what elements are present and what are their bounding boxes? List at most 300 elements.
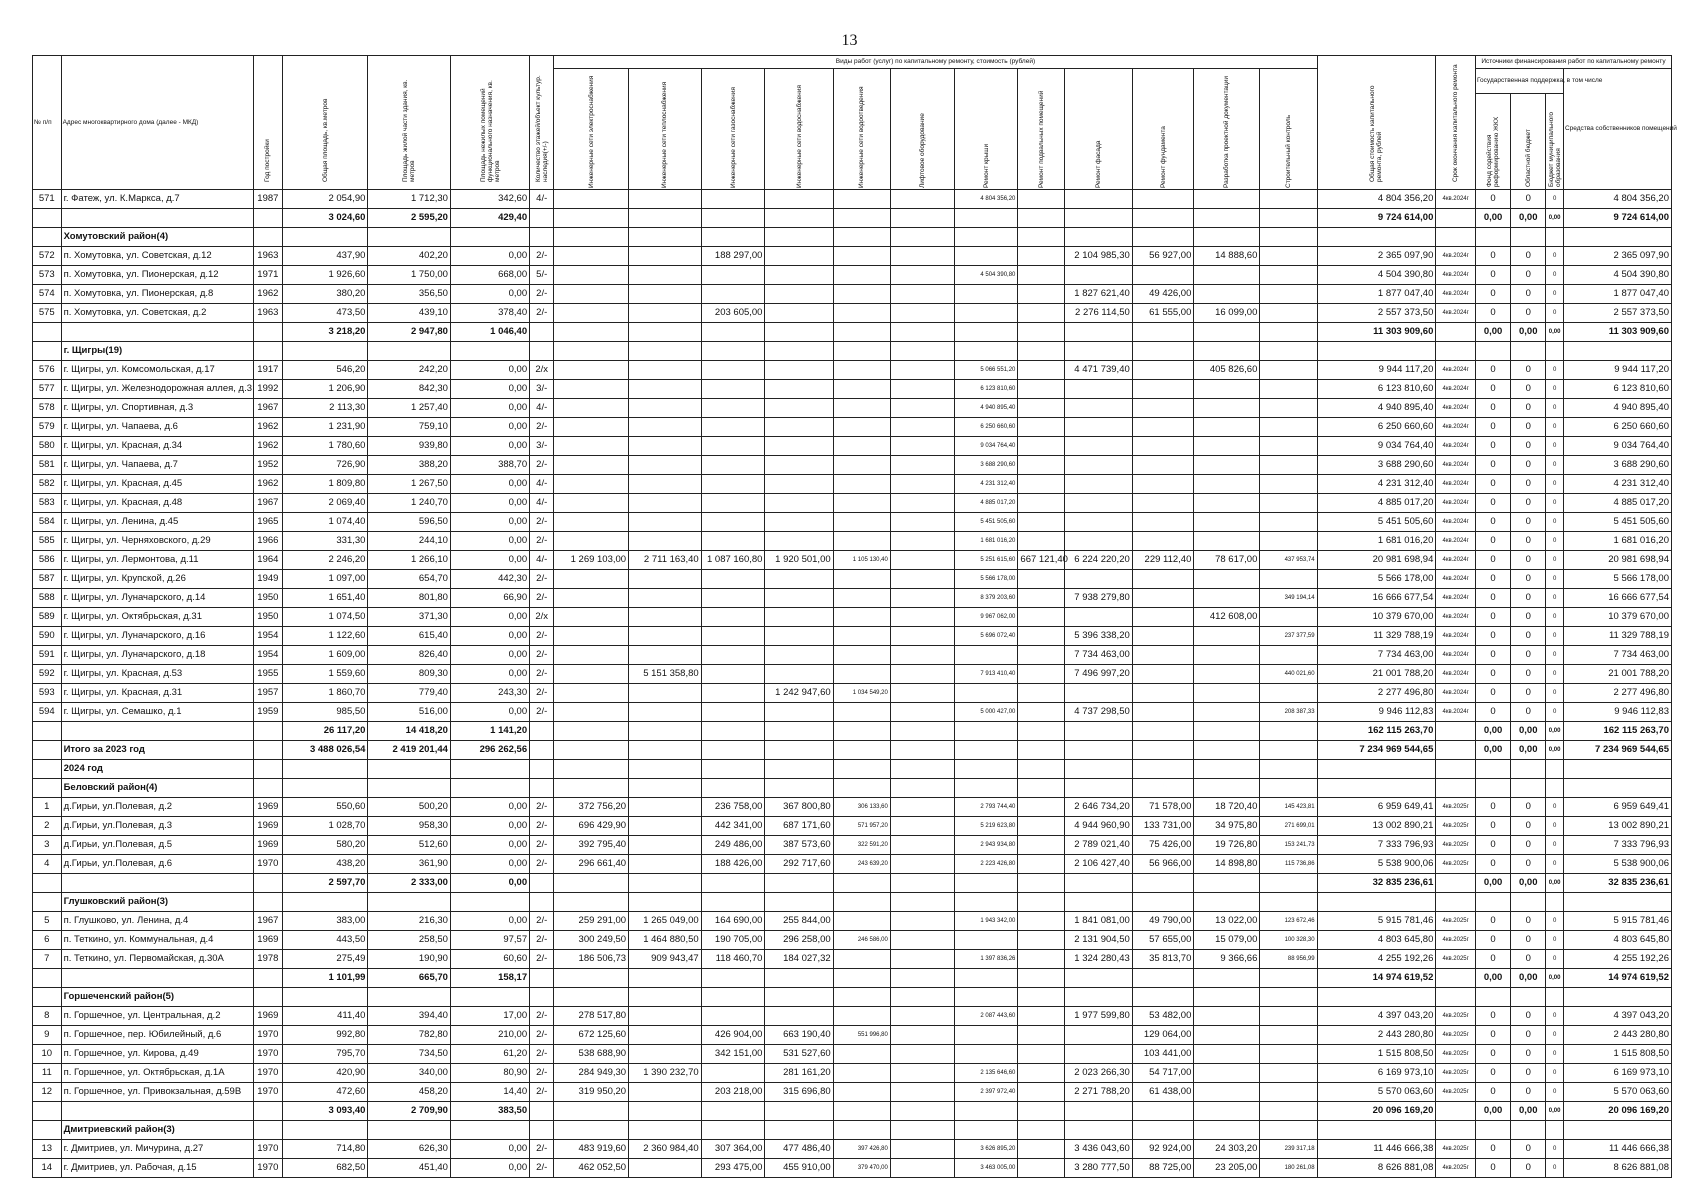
nonres-area-cell: 0,00 bbox=[450, 494, 529, 513]
total-cost-cell: 4 940 895,40 bbox=[1317, 399, 1436, 418]
foundation-cell bbox=[1132, 228, 1194, 247]
table-row bbox=[33, 627, 1672, 646]
table-row bbox=[33, 418, 1672, 437]
basement-cell bbox=[1018, 285, 1064, 304]
living-area-cell: 626,30 bbox=[368, 1140, 450, 1159]
basement-cell bbox=[1018, 513, 1064, 532]
fund-cell bbox=[1475, 779, 1510, 798]
sewer-cell bbox=[833, 266, 890, 285]
municipal-cell: 0 bbox=[1546, 1007, 1564, 1026]
gas-cell: 188 426,00 bbox=[701, 855, 765, 874]
floors-cell: 2/- bbox=[530, 513, 554, 532]
municipal-cell: 0 bbox=[1546, 570, 1564, 589]
living-area-cell: 782,80 bbox=[368, 1026, 450, 1045]
region-cell bbox=[1511, 228, 1546, 247]
address-cell: д.Гирьи, ул.Полевая, д.3 bbox=[61, 817, 253, 836]
basement-cell bbox=[1018, 532, 1064, 551]
elec-cell bbox=[554, 361, 629, 380]
water-cell bbox=[765, 437, 833, 456]
roof-cell: 8 379 203,60 bbox=[954, 589, 1018, 608]
living-area-cell: 451,40 bbox=[368, 1159, 450, 1178]
roof-cell: 2 223 426,80 bbox=[954, 855, 1018, 874]
owners-cell bbox=[1563, 760, 1671, 779]
control-cell: 237 377,59 bbox=[1260, 627, 1317, 646]
table-row bbox=[33, 817, 1672, 836]
basement-cell bbox=[1018, 760, 1064, 779]
fund-cell: 0 bbox=[1475, 836, 1510, 855]
design-cell bbox=[1194, 1121, 1260, 1140]
foundation-cell bbox=[1132, 988, 1194, 1007]
owners-cell: 4 504 390,80 bbox=[1563, 266, 1671, 285]
heat-cell bbox=[629, 969, 702, 988]
total-cost-cell: 7 234 969 544,65 bbox=[1317, 741, 1436, 760]
elec-cell bbox=[554, 304, 629, 323]
header-total-area: Общая площадь, кв.метров bbox=[321, 98, 329, 182]
gas-cell bbox=[701, 1102, 765, 1121]
row-num: 581 bbox=[33, 456, 62, 475]
floors-cell: 2/- bbox=[530, 627, 554, 646]
year-cell bbox=[254, 722, 283, 741]
heat-cell bbox=[629, 703, 702, 722]
section-heading-row bbox=[33, 1121, 1672, 1140]
gas-cell: 293 475,00 bbox=[701, 1159, 765, 1178]
facade-cell: 4 471 739,40 bbox=[1064, 361, 1132, 380]
subtotal-row bbox=[33, 1102, 1672, 1121]
section-heading-row bbox=[33, 779, 1672, 798]
year-cell: 1969 bbox=[254, 931, 283, 950]
deadline-cell: 4кв.2024г bbox=[1436, 247, 1476, 266]
total-area-cell: 26 117,20 bbox=[282, 722, 368, 741]
design-cell bbox=[1194, 684, 1260, 703]
deadline-cell: 4кв.2024г bbox=[1436, 494, 1476, 513]
lift-cell bbox=[890, 912, 954, 931]
design-cell: 412 608,00 bbox=[1194, 608, 1260, 627]
fund-cell bbox=[1475, 893, 1510, 912]
municipal-cell: 0 bbox=[1546, 798, 1564, 817]
basement-cell bbox=[1018, 646, 1064, 665]
municipal-cell: 0 bbox=[1546, 190, 1564, 209]
total-area-cell: 275,49 bbox=[282, 950, 368, 969]
address-cell bbox=[61, 323, 253, 342]
row-num: 575 bbox=[33, 304, 62, 323]
design-cell bbox=[1194, 1007, 1260, 1026]
elec-cell bbox=[554, 893, 629, 912]
floors-cell: 2/- bbox=[530, 570, 554, 589]
gas-cell bbox=[701, 456, 765, 475]
deadline-cell bbox=[1436, 228, 1476, 247]
living-area-cell bbox=[368, 760, 450, 779]
lift-cell bbox=[890, 798, 954, 817]
control-cell: 208 387,33 bbox=[1260, 703, 1317, 722]
heat-cell bbox=[629, 570, 702, 589]
lift-cell bbox=[890, 1102, 954, 1121]
year-cell: 1967 bbox=[254, 494, 283, 513]
elec-cell bbox=[554, 399, 629, 418]
header-financing-group: Источники финансирования работ по капитальному ремонту bbox=[1475, 56, 1671, 69]
control-cell bbox=[1260, 1083, 1317, 1102]
heat-cell bbox=[629, 247, 702, 266]
fund-cell: 0 bbox=[1475, 1083, 1510, 1102]
control-cell bbox=[1260, 494, 1317, 513]
sewer-cell bbox=[833, 950, 890, 969]
region-cell: 0 bbox=[1511, 247, 1546, 266]
roof-cell bbox=[954, 969, 1018, 988]
gas-cell bbox=[701, 532, 765, 551]
water-cell bbox=[765, 893, 833, 912]
nonres-area-cell: 0,00 bbox=[450, 437, 529, 456]
foundation-cell: 56 966,00 bbox=[1132, 855, 1194, 874]
heat-cell bbox=[629, 513, 702, 532]
floors-cell: 5/- bbox=[530, 266, 554, 285]
header-fund: Фонд содействия реформированию ЖКХ bbox=[1486, 116, 1501, 187]
gas-cell bbox=[701, 684, 765, 703]
region-cell: 0,00 bbox=[1511, 741, 1546, 760]
fund-cell: 0 bbox=[1475, 285, 1510, 304]
total-cost-cell: 5 451 505,60 bbox=[1317, 513, 1436, 532]
elec-cell bbox=[554, 969, 629, 988]
facade-cell bbox=[1064, 722, 1132, 741]
heat-cell bbox=[629, 418, 702, 437]
elec-cell bbox=[554, 570, 629, 589]
total-cost-cell: 8 626 881,08 bbox=[1317, 1159, 1436, 1178]
deadline-cell: 4кв.2024г bbox=[1436, 570, 1476, 589]
control-cell bbox=[1260, 399, 1317, 418]
total-cost-cell: 11 303 909,60 bbox=[1317, 323, 1436, 342]
design-cell: 34 975,80 bbox=[1194, 817, 1260, 836]
owners-cell: 21 001 788,20 bbox=[1563, 665, 1671, 684]
deadline-cell bbox=[1436, 209, 1476, 228]
facade-cell: 2 104 985,30 bbox=[1064, 247, 1132, 266]
gas-cell bbox=[701, 228, 765, 247]
header-control: Строительный контроль bbox=[1284, 114, 1292, 188]
facade-cell: 2 023 266,30 bbox=[1064, 1064, 1132, 1083]
region-cell bbox=[1511, 1121, 1546, 1140]
deadline-cell bbox=[1436, 722, 1476, 741]
basement-cell bbox=[1018, 209, 1064, 228]
facade-cell: 4 737 298,50 bbox=[1064, 703, 1132, 722]
page-number: 13 bbox=[841, 32, 858, 49]
total-cost-cell: 1 681 016,20 bbox=[1317, 532, 1436, 551]
roof-cell bbox=[954, 247, 1018, 266]
year-cell: 1965 bbox=[254, 513, 283, 532]
basement-cell bbox=[1018, 741, 1064, 760]
deadline-cell bbox=[1436, 969, 1476, 988]
foundation-cell bbox=[1132, 361, 1194, 380]
sewer-cell: 243 639,20 bbox=[833, 855, 890, 874]
total-cost-cell: 2 557 373,50 bbox=[1317, 304, 1436, 323]
elec-cell bbox=[554, 247, 629, 266]
gas-cell bbox=[701, 513, 765, 532]
nonres-area-cell: 0,00 bbox=[450, 418, 529, 437]
foundation-cell: 129 064,00 bbox=[1132, 1026, 1194, 1045]
lift-cell bbox=[890, 1045, 954, 1064]
elec-cell: 372 756,20 bbox=[554, 798, 629, 817]
basement-cell bbox=[1018, 475, 1064, 494]
address-cell bbox=[61, 209, 253, 228]
table-row bbox=[33, 361, 1672, 380]
lift-cell bbox=[890, 209, 954, 228]
living-area-cell: 654,70 bbox=[368, 570, 450, 589]
floors-cell: 2/- bbox=[530, 703, 554, 722]
year-cell: 1969 bbox=[254, 817, 283, 836]
municipal-cell: 0 bbox=[1546, 513, 1564, 532]
year-cell bbox=[254, 779, 283, 798]
gas-cell: 1 087 160,80 bbox=[701, 551, 765, 570]
nonres-area-cell bbox=[450, 342, 529, 361]
living-area-cell: 596,50 bbox=[368, 513, 450, 532]
roof-cell: 9 034 764,40 bbox=[954, 437, 1018, 456]
year-cell: 1950 bbox=[254, 608, 283, 627]
table-row bbox=[33, 380, 1672, 399]
living-area-cell: 394,40 bbox=[368, 1007, 450, 1026]
deadline-cell: 4кв.2024г bbox=[1436, 646, 1476, 665]
table-row bbox=[33, 266, 1672, 285]
municipal-cell: 0 bbox=[1546, 494, 1564, 513]
nonres-area-cell: 66,90 bbox=[450, 589, 529, 608]
owners-cell: 2 277 496,80 bbox=[1563, 684, 1671, 703]
control-cell: 145 423,81 bbox=[1260, 798, 1317, 817]
design-cell bbox=[1194, 1083, 1260, 1102]
row-num: 10 bbox=[33, 1045, 62, 1064]
basement-cell bbox=[1018, 969, 1064, 988]
year-cell: 1967 bbox=[254, 399, 283, 418]
year-cell: 1954 bbox=[254, 627, 283, 646]
fund-cell: 0 bbox=[1475, 266, 1510, 285]
water-cell: 296 258,00 bbox=[765, 931, 833, 950]
nonres-area-cell: 429,40 bbox=[450, 209, 529, 228]
region-cell: 0 bbox=[1511, 513, 1546, 532]
facade-cell bbox=[1064, 779, 1132, 798]
municipal-cell: 0 bbox=[1546, 532, 1564, 551]
owners-cell: 6 169 973,10 bbox=[1563, 1064, 1671, 1083]
fund-cell: 0 bbox=[1475, 513, 1510, 532]
facade-cell: 7 734 463,00 bbox=[1064, 646, 1132, 665]
total-area-cell: 1 926,60 bbox=[282, 266, 368, 285]
sewer-cell bbox=[833, 722, 890, 741]
lift-cell bbox=[890, 627, 954, 646]
header-facade: Ремонт фасада bbox=[1094, 140, 1102, 188]
table-row bbox=[33, 1064, 1672, 1083]
section-heading-row bbox=[33, 342, 1672, 361]
control-cell: 440 021,60 bbox=[1260, 665, 1317, 684]
header-living-area: Площадь жилой части здания, кв. метров bbox=[402, 79, 417, 182]
address-cell: г. Щигры, ул. Чапаева, д.7 bbox=[61, 456, 253, 475]
total-cost-cell: 4 397 043,20 bbox=[1317, 1007, 1436, 1026]
nonres-area-cell: 0,00 bbox=[450, 836, 529, 855]
living-area-cell: 665,70 bbox=[368, 969, 450, 988]
row-num: 589 bbox=[33, 608, 62, 627]
municipal-cell: 0,00 bbox=[1546, 722, 1564, 741]
design-cell bbox=[1194, 760, 1260, 779]
total-cost-cell: 14 974 619,52 bbox=[1317, 969, 1436, 988]
nonres-area-cell: 1 141,20 bbox=[450, 722, 529, 741]
fund-cell: 0 bbox=[1475, 1159, 1510, 1178]
region-cell: 0 bbox=[1511, 437, 1546, 456]
municipal-cell: 0 bbox=[1546, 1159, 1564, 1178]
total-cost-cell: 20 981 698,94 bbox=[1317, 551, 1436, 570]
foundation-cell: 54 717,00 bbox=[1132, 1064, 1194, 1083]
municipal-cell: 0 bbox=[1546, 1026, 1564, 1045]
owners-cell: 4 231 312,40 bbox=[1563, 475, 1671, 494]
sewer-cell bbox=[833, 1121, 890, 1140]
total-cost-cell: 6 169 973,10 bbox=[1317, 1064, 1436, 1083]
total-cost-cell: 5 570 063,60 bbox=[1317, 1083, 1436, 1102]
elec-cell bbox=[554, 684, 629, 703]
owners-cell: 11 446 666,38 bbox=[1563, 1140, 1671, 1159]
facade-cell: 2 646 734,20 bbox=[1064, 798, 1132, 817]
roof-cell: 2 135 646,60 bbox=[954, 1064, 1018, 1083]
fund-cell: 0,00 bbox=[1475, 209, 1510, 228]
roof-cell bbox=[954, 285, 1018, 304]
floors-cell bbox=[530, 874, 554, 893]
heat-cell bbox=[629, 855, 702, 874]
basement-cell bbox=[1018, 988, 1064, 1007]
year-cell: 1917 bbox=[254, 361, 283, 380]
address-cell: г. Щигры, ул. Спортивная, д.3 bbox=[61, 399, 253, 418]
lift-cell bbox=[890, 760, 954, 779]
water-cell: 1 242 947,60 bbox=[765, 684, 833, 703]
owners-cell: 7 234 969 544,65 bbox=[1563, 741, 1671, 760]
facade-cell bbox=[1064, 893, 1132, 912]
control-cell bbox=[1260, 418, 1317, 437]
sewer-cell bbox=[833, 703, 890, 722]
design-cell bbox=[1194, 627, 1260, 646]
region-cell: 0,00 bbox=[1511, 722, 1546, 741]
header-basement: Ремонт подвальных помещений bbox=[1037, 90, 1045, 188]
lift-cell bbox=[890, 437, 954, 456]
sewer-cell: 571 957,20 bbox=[833, 817, 890, 836]
region-cell: 0 bbox=[1511, 798, 1546, 817]
lift-cell bbox=[890, 969, 954, 988]
region-cell: 0 bbox=[1511, 589, 1546, 608]
gas-cell bbox=[701, 1007, 765, 1026]
sewer-cell bbox=[833, 304, 890, 323]
address-cell: г. Щигры, ул. Красная, д.53 bbox=[61, 665, 253, 684]
region-cell bbox=[1511, 779, 1546, 798]
gas-cell: 190 705,00 bbox=[701, 931, 765, 950]
total-area-cell bbox=[282, 779, 368, 798]
table-row bbox=[33, 570, 1672, 589]
roof-cell: 5 251 615,60 bbox=[954, 551, 1018, 570]
owners-cell: 1 515 808,50 bbox=[1563, 1045, 1671, 1064]
design-cell bbox=[1194, 893, 1260, 912]
floors-cell: 2/х bbox=[530, 608, 554, 627]
gas-cell bbox=[701, 399, 765, 418]
floors-cell: 3/- bbox=[530, 437, 554, 456]
year-cell: 1962 bbox=[254, 475, 283, 494]
control-cell bbox=[1260, 874, 1317, 893]
design-cell bbox=[1194, 266, 1260, 285]
header-region: Областной бюджет bbox=[1524, 128, 1532, 187]
facade-cell bbox=[1064, 684, 1132, 703]
row-num bbox=[33, 209, 62, 228]
total-area-cell: 1 097,00 bbox=[282, 570, 368, 589]
gas-cell bbox=[701, 380, 765, 399]
lift-cell bbox=[890, 855, 954, 874]
total-cost-cell: 9 034 764,40 bbox=[1317, 437, 1436, 456]
deadline-cell bbox=[1436, 779, 1476, 798]
elec-cell bbox=[554, 380, 629, 399]
design-cell bbox=[1194, 190, 1260, 209]
elec-cell bbox=[554, 456, 629, 475]
roof-cell bbox=[954, 228, 1018, 247]
living-area-cell: 516,00 bbox=[368, 703, 450, 722]
year-cell bbox=[254, 323, 283, 342]
year-cell: 1969 bbox=[254, 798, 283, 817]
municipal-cell: 0 bbox=[1546, 646, 1564, 665]
facade-cell bbox=[1064, 209, 1132, 228]
row-num bbox=[33, 988, 62, 1007]
total-cost-cell: 4 804 356,20 bbox=[1317, 190, 1436, 209]
heat-cell: 909 943,47 bbox=[629, 950, 702, 969]
heat-cell bbox=[629, 1121, 702, 1140]
deadline-cell: 4кв.2025г bbox=[1436, 950, 1476, 969]
foundation-cell: 92 924,00 bbox=[1132, 1140, 1194, 1159]
floors-cell bbox=[530, 988, 554, 1007]
row-num: 588 bbox=[33, 589, 62, 608]
year-cell: 1963 bbox=[254, 247, 283, 266]
elec-cell bbox=[554, 228, 629, 247]
sewer-cell bbox=[833, 323, 890, 342]
nonres-area-cell: 0,00 bbox=[450, 665, 529, 684]
sewer-cell bbox=[833, 1102, 890, 1121]
owners-cell: 4 255 192,26 bbox=[1563, 950, 1671, 969]
fund-cell: 0 bbox=[1475, 627, 1510, 646]
foundation-cell bbox=[1132, 684, 1194, 703]
lift-cell bbox=[890, 570, 954, 589]
section-heading-row bbox=[33, 228, 1672, 247]
fund-cell: 0 bbox=[1475, 475, 1510, 494]
basement-cell bbox=[1018, 1159, 1064, 1178]
design-cell: 14 888,60 bbox=[1194, 247, 1260, 266]
elec-cell: 672 125,60 bbox=[554, 1026, 629, 1045]
control-cell: 349 194,14 bbox=[1260, 589, 1317, 608]
roof-cell bbox=[954, 722, 1018, 741]
municipal-cell: 0 bbox=[1546, 475, 1564, 494]
basement-cell bbox=[1018, 494, 1064, 513]
sewer-cell bbox=[833, 380, 890, 399]
floors-cell: 2/- bbox=[530, 646, 554, 665]
sewer-cell bbox=[833, 247, 890, 266]
deadline-cell: 4кв.2024г bbox=[1436, 190, 1476, 209]
nonres-area-cell bbox=[450, 228, 529, 247]
deadline-cell: 4кв.2025г bbox=[1436, 1083, 1476, 1102]
control-cell bbox=[1260, 209, 1317, 228]
table-row bbox=[33, 912, 1672, 931]
owners-cell: 5 566 178,00 bbox=[1563, 570, 1671, 589]
heat-cell bbox=[629, 266, 702, 285]
total-area-cell: 795,70 bbox=[282, 1045, 368, 1064]
year-cell: 1966 bbox=[254, 532, 283, 551]
floors-cell: 2/- bbox=[530, 247, 554, 266]
roof-cell: 2 397 972,40 bbox=[954, 1083, 1018, 1102]
address-cell: г. Щигры, ул. Октябрьская, д.31 bbox=[61, 608, 253, 627]
region-cell: 0 bbox=[1511, 285, 1546, 304]
owners-cell: 4 885 017,20 bbox=[1563, 494, 1671, 513]
year-cell: 1962 bbox=[254, 437, 283, 456]
address-cell: д.Гирьи, ул.Полевая, д.2 bbox=[61, 798, 253, 817]
total-area-cell: 1 559,60 bbox=[282, 665, 368, 684]
region-cell: 0 bbox=[1511, 836, 1546, 855]
total-cost-cell: 7 734 463,00 bbox=[1317, 646, 1436, 665]
region-cell bbox=[1511, 342, 1546, 361]
total-area-cell: 714,80 bbox=[282, 1140, 368, 1159]
roof-cell bbox=[954, 893, 1018, 912]
nonres-area-cell: 0,00 bbox=[450, 513, 529, 532]
facade-cell: 1 841 081,00 bbox=[1064, 912, 1132, 931]
row-num: 4 bbox=[33, 855, 62, 874]
basement-cell bbox=[1018, 893, 1064, 912]
